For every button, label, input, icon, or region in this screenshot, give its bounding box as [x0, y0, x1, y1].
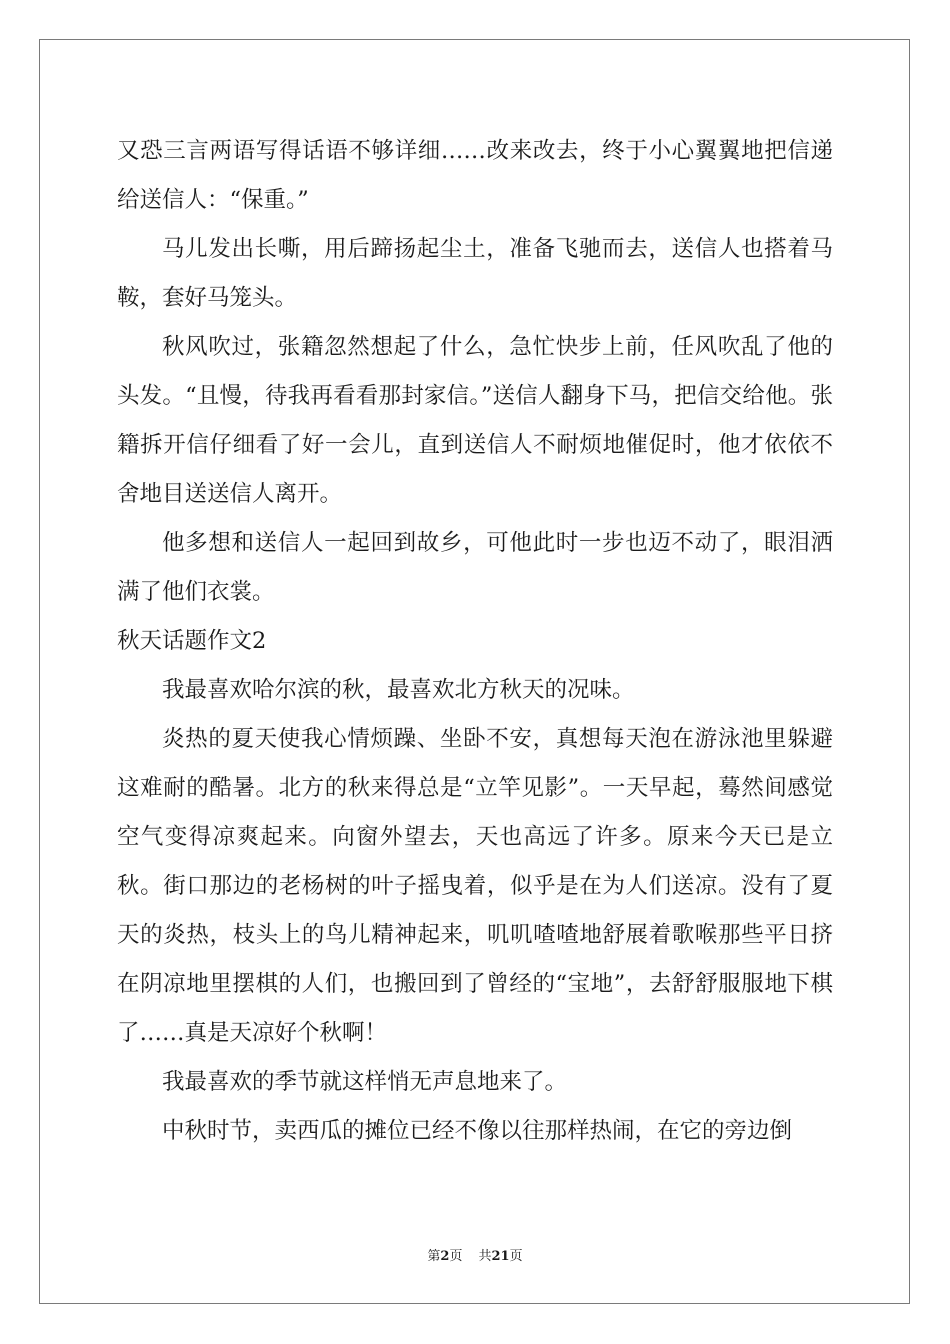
- total-pages: 21: [491, 1249, 510, 1264]
- paragraph: 他多想和送信人一起回到故乡，可他此时一步也迈不动了，眼泪洒满了他们衣裳。: [117, 530, 833, 605]
- document-body: [117, 127, 833, 1156]
- page-prefix: 第: [427, 1249, 441, 1264]
- page-footer: [0, 1245, 950, 1264]
- page-suffix: 页: [449, 1249, 463, 1264]
- paragraph: 我最喜欢的季节就这样悄无声息地来了。: [162, 1069, 568, 1095]
- total-suffix: 页: [509, 1249, 523, 1264]
- total-prefix: 共: [478, 1249, 492, 1264]
- paragraph: 中秋时节，卖西瓜的摊位已经不像以往那样热闹，在它的旁边倒: [162, 1118, 793, 1144]
- essay-heading: 秋天话题作文2: [117, 628, 267, 654]
- paragraph: 马儿发出长嘶，用后蹄扬起尘土，准备飞驰而去，送信人也搭着马鞍，套好马笼头。: [117, 236, 833, 311]
- paragraph: 我最喜欢哈尔滨的秋，最喜欢北方秋天的况味。: [162, 677, 635, 703]
- paragraph: 秋风吹过，张籍忽然想起了什么，急忙快步上前，任风吹乱了他的头发。“且慢，待我再看看那封家信。”送信人翻身下马，把信交给他。张籍拆开信仔细看了好一会儿，直到送信人不耐烦地催促时，他才依依不舍地目送送信人离开。: [117, 334, 833, 507]
- page-number: 2: [440, 1249, 450, 1264]
- paragraph-continuation: 又恐三言两语写得话语不够详细……改来改去，终于小心翼翼地把信递给送信人：“保重。”: [117, 138, 833, 213]
- paragraph: 炎热的夏天使我心情烦躁、坐卧不安，真想每天泡在游泳池里躲避这难耐的酷暑。北方的秋来得总是“立竿见影”。一天早起，蓦然间感觉空气变得凉爽起来。向窗外望去，天也高远了许多。原来今天已是立秋。街口那边的老杨树的叶子摇曳着，似乎是在为人们送凉。没有了夏天的炎热，枝头上的鸟儿精神起来，叽叽喳喳地舒展着歌喉那些平日挤在阴凉地里摆棋的人们，也搬回到了曾经的“宝地”，去舒舒服服地下棋了……真是天凉好个秋啊！: [117, 726, 833, 1046]
